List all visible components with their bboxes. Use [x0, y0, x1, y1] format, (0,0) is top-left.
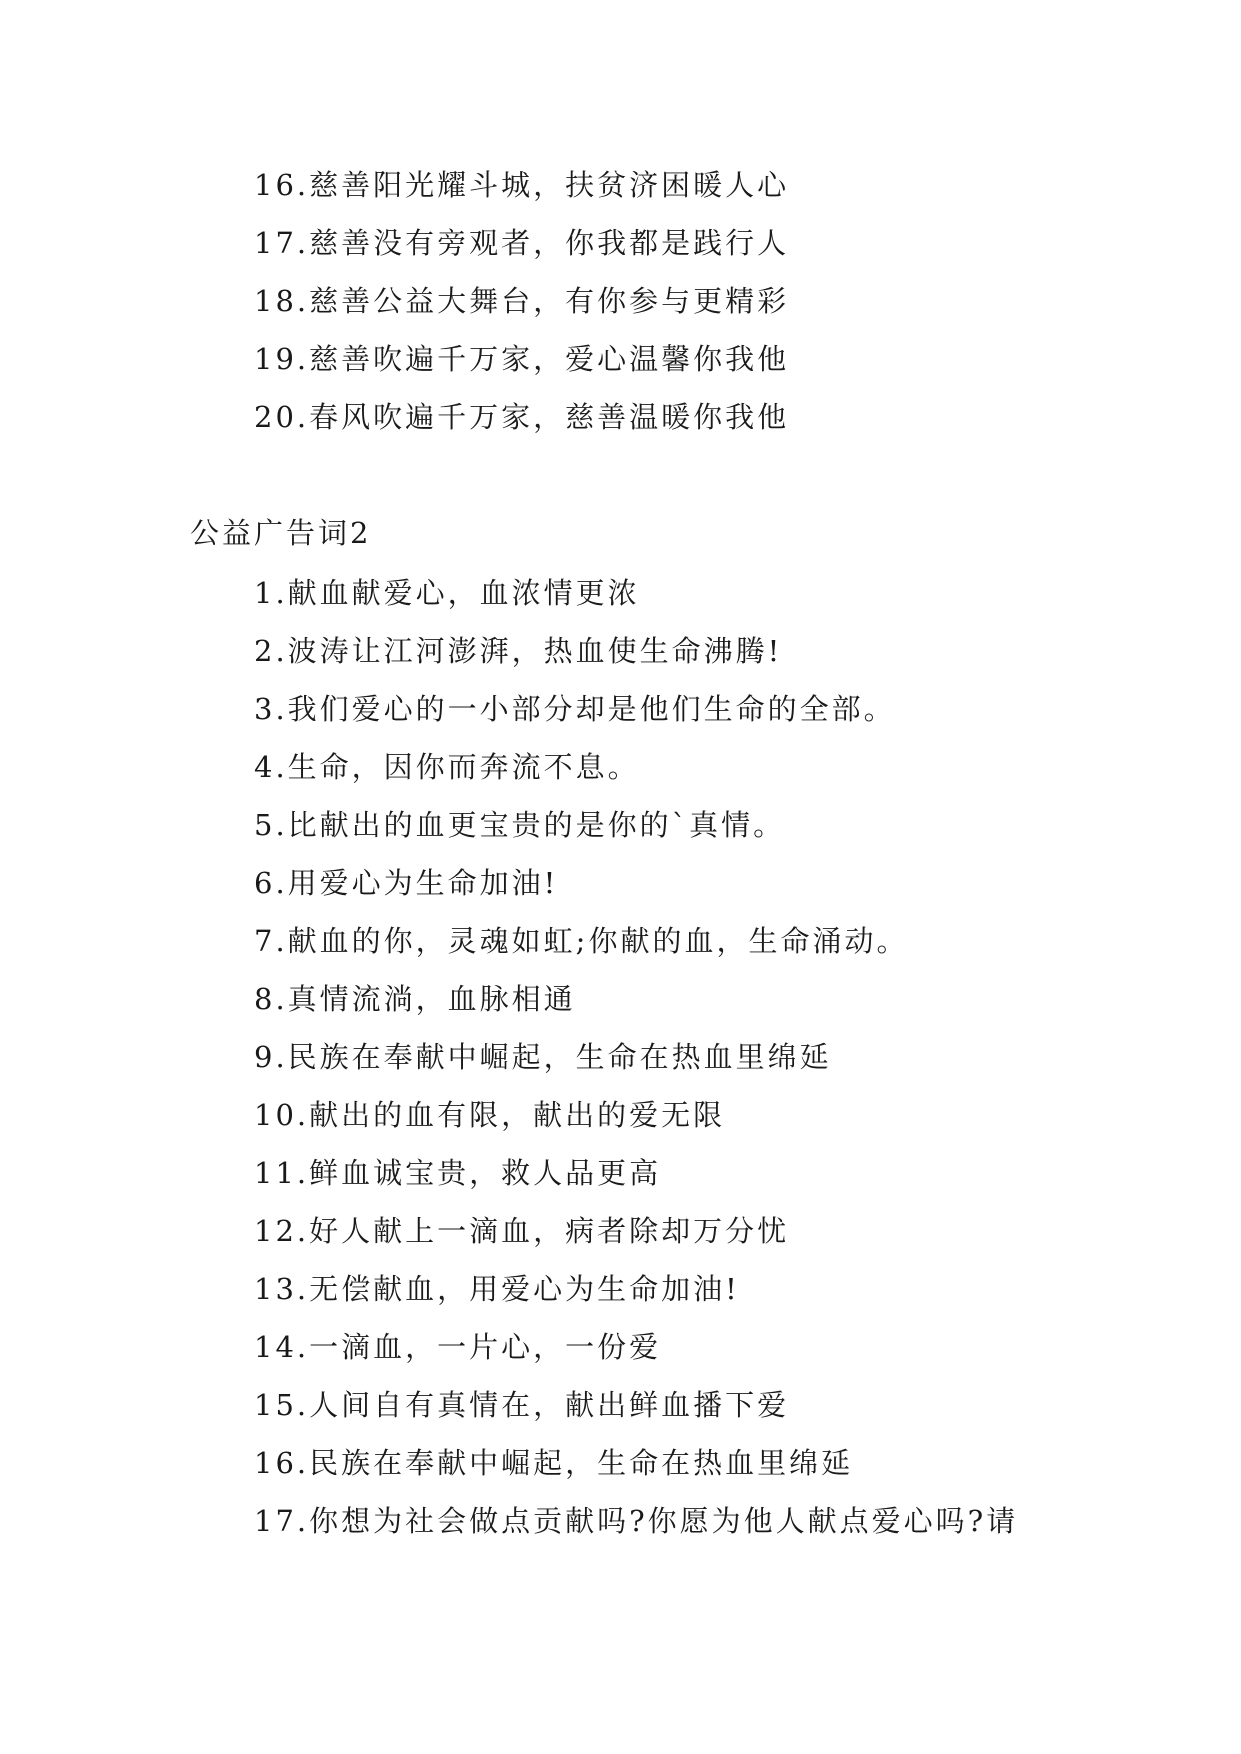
list-item: 9.民族在奉献中崛起，生命在热血里绵延	[254, 1040, 832, 1074]
list-item: 18.慈善公益大舞台，有你参与更精彩	[254, 284, 790, 318]
list-item: 12.好人献上一滴血，病者除却万分忧	[254, 1214, 790, 1248]
list-item: 2.波涛让江河澎湃，热血使生命沸腾!	[254, 634, 783, 668]
list-item: 4.生命，因你而奔流不息。	[254, 750, 640, 784]
list-item: 17.你想为社会做点贡献吗?你愿为他人献点爱心吗?请	[254, 1504, 1019, 1538]
list-item: 11.鲜血诚宝贵，救人品更高	[254, 1156, 662, 1190]
list-item: 6.用爱心为生命加油!	[254, 866, 559, 900]
list-item: 13.无偿献血，用爱心为生命加油!	[254, 1272, 740, 1306]
slogan-list-blood-donation	[254, 564, 1018, 1550]
list-item: 16.民族在奉献中崛起，生命在热血里绵延	[254, 1446, 854, 1480]
list-item: 7.献血的你，灵魂如虹;你献的血，生命涌动。	[254, 924, 909, 958]
list-item: 10.献出的血有限，献出的爱无限	[254, 1098, 726, 1132]
list-item: 16.慈善阳光耀斗城，扶贫济困暖人心	[254, 168, 790, 202]
list-item: 5.比献出的血更宝贵的是你的`真情。	[254, 808, 786, 842]
list-item: 14.一滴血，一片心，一份爱	[254, 1330, 662, 1364]
section-heading: 公益广告词2	[190, 516, 372, 550]
list-item: 15.人间自有真情在，献出鲜血播下爱	[254, 1388, 790, 1422]
list-item: 17.慈善没有旁观者，你我都是践行人	[254, 226, 790, 260]
list-item: 3.我们爱心的一小部分却是他们生命的全部。	[254, 692, 896, 726]
list-item: 20.春风吹遍千万家，慈善温暖你我他	[254, 400, 790, 434]
list-item: 8.真情流淌，血脉相通	[254, 982, 576, 1016]
list-item: 19.慈善吹遍千万家，爱心温馨你我他	[254, 342, 790, 376]
list-item: 1.献血献爱心，血浓情更浓	[254, 576, 640, 610]
slogan-list-charity	[254, 156, 789, 446]
